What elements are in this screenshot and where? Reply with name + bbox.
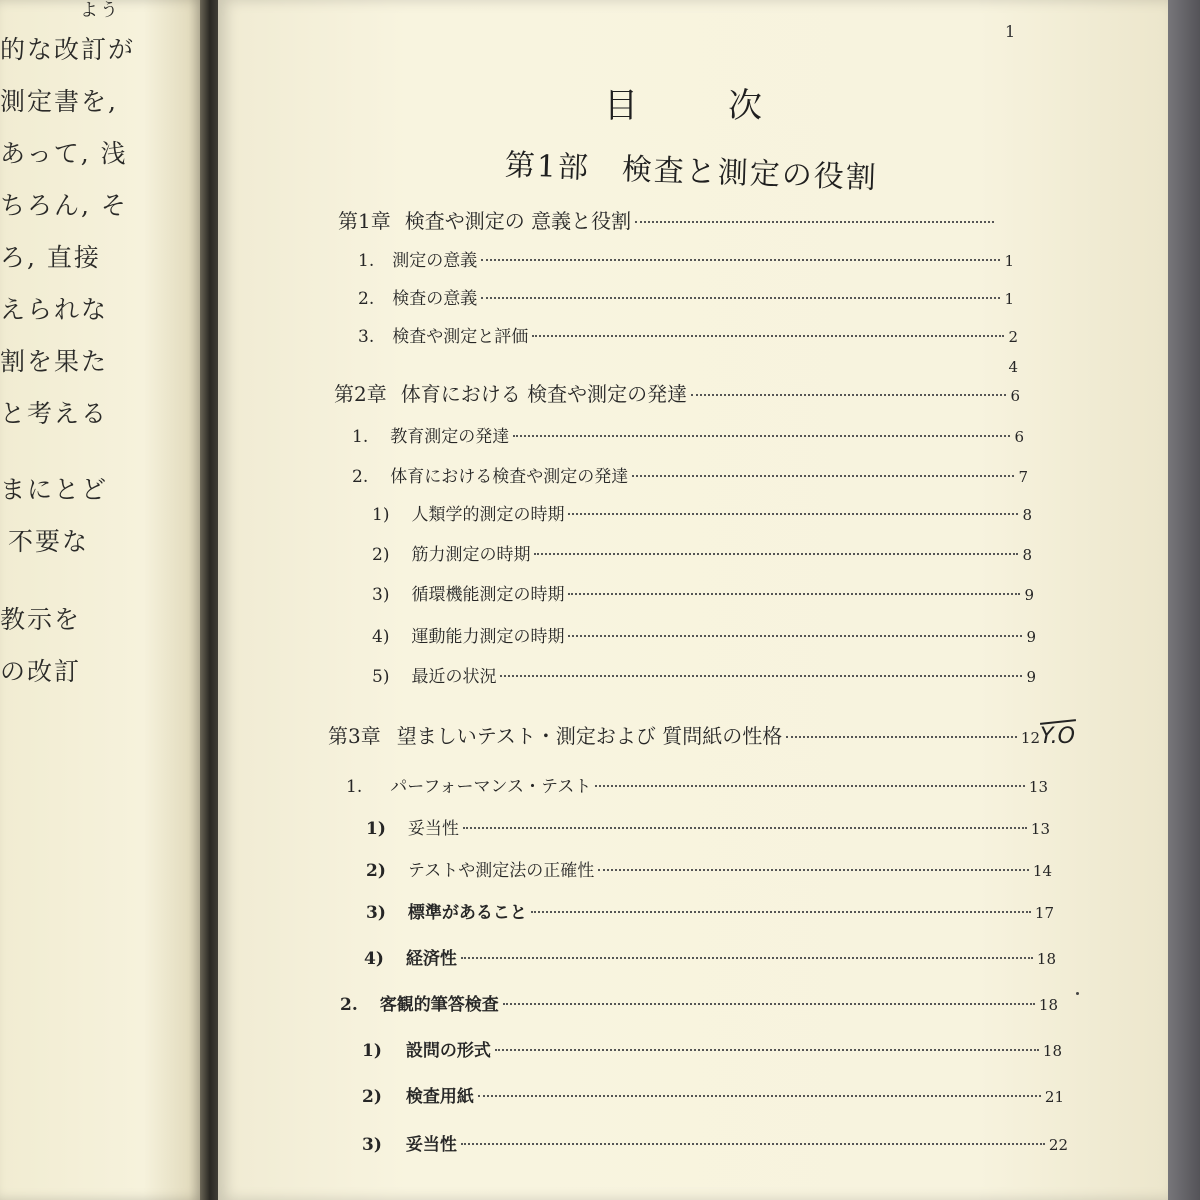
entry-number: 1) — [362, 1041, 382, 1061]
left-text-line: ろ, 直接 — [0, 243, 101, 272]
toc-entry — [352, 422, 1024, 447]
entry-page: 18 — [1036, 950, 1056, 968]
left-text-line: ちろん, そ — [0, 191, 128, 220]
dot-leader — [635, 221, 994, 223]
entry-page: 7 — [1018, 468, 1028, 486]
left-text-line: と考える — [0, 399, 109, 428]
entry-page: 18 — [1038, 996, 1058, 1014]
entry-number: 3) — [372, 585, 390, 605]
toc-subentry — [366, 898, 1054, 923]
entry-number: 第3章 — [328, 724, 381, 748]
entry-number: 1) — [372, 505, 390, 525]
entry-label: 標準があること — [407, 903, 527, 923]
entry-page: 21 — [1044, 1088, 1064, 1106]
entry-page: 22 — [1048, 1136, 1068, 1154]
dot-leader — [500, 675, 1022, 677]
entry-number: 4) — [372, 627, 390, 647]
toc-title: 目次 — [604, 86, 852, 126]
entry-label: 最近の状況 — [411, 667, 497, 687]
toc-chapter-2 — [334, 378, 1020, 407]
dot-leader — [531, 911, 1031, 913]
dot-leader — [786, 736, 1017, 738]
entry-page: 6 — [1010, 387, 1020, 405]
toc-entry — [358, 322, 1018, 347]
entry-label: 測定の意義 — [392, 251, 478, 271]
entry-label: 客観的筆答検査 — [379, 995, 499, 1015]
entry-label: 検査用紙 — [405, 1087, 474, 1107]
entry-page: 12 — [1020, 729, 1040, 747]
toc-subentry — [362, 1130, 1068, 1155]
entry-number: 2) — [372, 545, 390, 565]
entry-page: 13 — [1030, 820, 1050, 838]
toc-entry — [358, 246, 1014, 271]
dot-leader — [481, 259, 1000, 261]
entry-number: 3) — [366, 903, 386, 923]
entry-label: 検査や測定の 意義と役割 — [404, 209, 632, 233]
left-text-line: 不要な — [8, 527, 90, 556]
entry-page: 2 — [1008, 328, 1018, 346]
toc-entry — [352, 462, 1028, 487]
entry-label: 妥当性 — [405, 1135, 457, 1155]
dot-leader — [461, 1143, 1045, 1145]
dot-leader — [503, 1003, 1035, 1005]
toc-subentry — [362, 1082, 1064, 1107]
entry-number: 2. — [358, 289, 375, 309]
entry-page: 1 — [1004, 252, 1014, 270]
part-title: 第1部 検査と測定の役割 — [504, 148, 879, 197]
entry-label: 設問の形式 — [405, 1041, 491, 1061]
toc-subentry — [366, 814, 1050, 839]
dot-leader — [481, 297, 1000, 299]
entry-label: 運動能力測定の時期 — [411, 627, 565, 647]
entry-number: 4) — [364, 949, 384, 969]
dot-leader — [478, 1095, 1041, 1097]
entry-label: 教育測定の発達 — [390, 427, 510, 447]
entry-label: 筋力測定の時期 — [411, 545, 531, 565]
toc-subentry — [372, 622, 1036, 647]
dot-leader — [568, 635, 1022, 637]
toc-chapter-3 — [328, 720, 1040, 749]
entry-label: 体育における検査や測定の発達 — [390, 467, 629, 487]
entry-page: 9 — [1024, 586, 1034, 604]
toc-chapter-1 — [338, 205, 998, 234]
toc-entry — [358, 284, 1014, 309]
left-text-line: よう — [80, 0, 120, 21]
handwritten-note: Y.O — [1040, 724, 1075, 749]
entry-number: 2. — [352, 467, 369, 487]
entry-number: 3. — [358, 327, 375, 347]
toc-subentry — [372, 662, 1036, 687]
toc-subentry — [364, 944, 1056, 969]
entry-page: 9 — [1026, 668, 1036, 686]
entry-page: 4 — [1008, 358, 1018, 376]
entry-label: テストや測定法の正確性 — [407, 861, 595, 881]
left-text-line: あって, 浅 — [0, 139, 128, 168]
stray-mark — [1076, 992, 1079, 995]
entry-number: 5) — [372, 667, 390, 687]
toc-entry — [346, 772, 1048, 797]
entry-number: 第2章 — [334, 382, 387, 406]
entry-label: 経済性 — [405, 949, 457, 969]
left-page — [0, 0, 205, 1200]
entry-page: 9 — [1026, 628, 1036, 646]
entry-number: 1. — [352, 427, 369, 447]
entry-number: 3) — [362, 1135, 382, 1155]
entry-label: 望ましいテスト・測定および 質問紙の性格 — [396, 724, 783, 748]
toc-subentry — [366, 856, 1052, 881]
entry-label: 妥当性 — [407, 819, 459, 839]
entry-number: 1) — [366, 819, 386, 839]
entry-label: 検査や測定と評価 — [392, 327, 529, 347]
dot-leader — [495, 1049, 1039, 1051]
entry-number: 1. — [346, 777, 363, 797]
entry-number: 第1章 — [338, 209, 391, 233]
entry-label: パーフォーマンス・テスト — [390, 777, 592, 797]
toc-subentry — [372, 580, 1034, 605]
entry-page: 8 — [1022, 506, 1032, 524]
dot-leader — [568, 593, 1020, 595]
toc-subentry — [372, 540, 1032, 565]
entry-page: 18 — [1042, 1042, 1062, 1060]
entry-page: 13 — [1028, 778, 1048, 796]
page-number: 1 — [1005, 22, 1016, 41]
left-text-line: 割を果た — [0, 347, 109, 376]
entry-number: 2) — [366, 861, 386, 881]
entry-number: 1. — [358, 251, 375, 271]
entry-page: 8 — [1022, 546, 1032, 564]
dot-leader — [534, 553, 1018, 555]
dot-leader — [598, 869, 1029, 871]
page-edge-shadow — [1168, 0, 1200, 1200]
toc-entry — [358, 358, 1018, 376]
toc-entry — [340, 990, 1058, 1015]
left-text-line: えられな — [0, 295, 109, 324]
dot-leader — [691, 394, 1006, 396]
entry-label: 検査の意義 — [392, 289, 478, 309]
left-text-line: まにとど — [0, 475, 109, 504]
entry-label: 循環機能測定の時期 — [411, 585, 565, 605]
left-text-line: 教示を — [0, 605, 82, 634]
entry-page: 6 — [1014, 428, 1024, 446]
left-text-line: の改訂 — [0, 657, 82, 686]
entry-label: 人類学的測定の時期 — [411, 505, 565, 525]
entry-page: 17 — [1034, 904, 1054, 922]
dot-leader — [461, 957, 1033, 959]
dot-leader — [568, 513, 1018, 515]
dot-leader — [595, 785, 1025, 787]
entry-number: 2. — [340, 995, 358, 1015]
toc-subentry — [372, 500, 1032, 525]
entry-page: 1 — [1004, 290, 1014, 308]
dot-leader — [463, 827, 1027, 829]
dot-leader — [513, 435, 1010, 437]
left-text-line: 測定書を, — [0, 87, 118, 116]
toc-subentry — [362, 1036, 1062, 1061]
dot-leader — [532, 335, 1004, 337]
left-text-line: 的な改訂が — [0, 35, 136, 64]
dot-leader — [632, 475, 1014, 477]
entry-page: 14 — [1032, 862, 1052, 880]
entry-label: 体育における 検査や測定の発達 — [400, 382, 688, 406]
entry-number: 2) — [362, 1087, 382, 1107]
